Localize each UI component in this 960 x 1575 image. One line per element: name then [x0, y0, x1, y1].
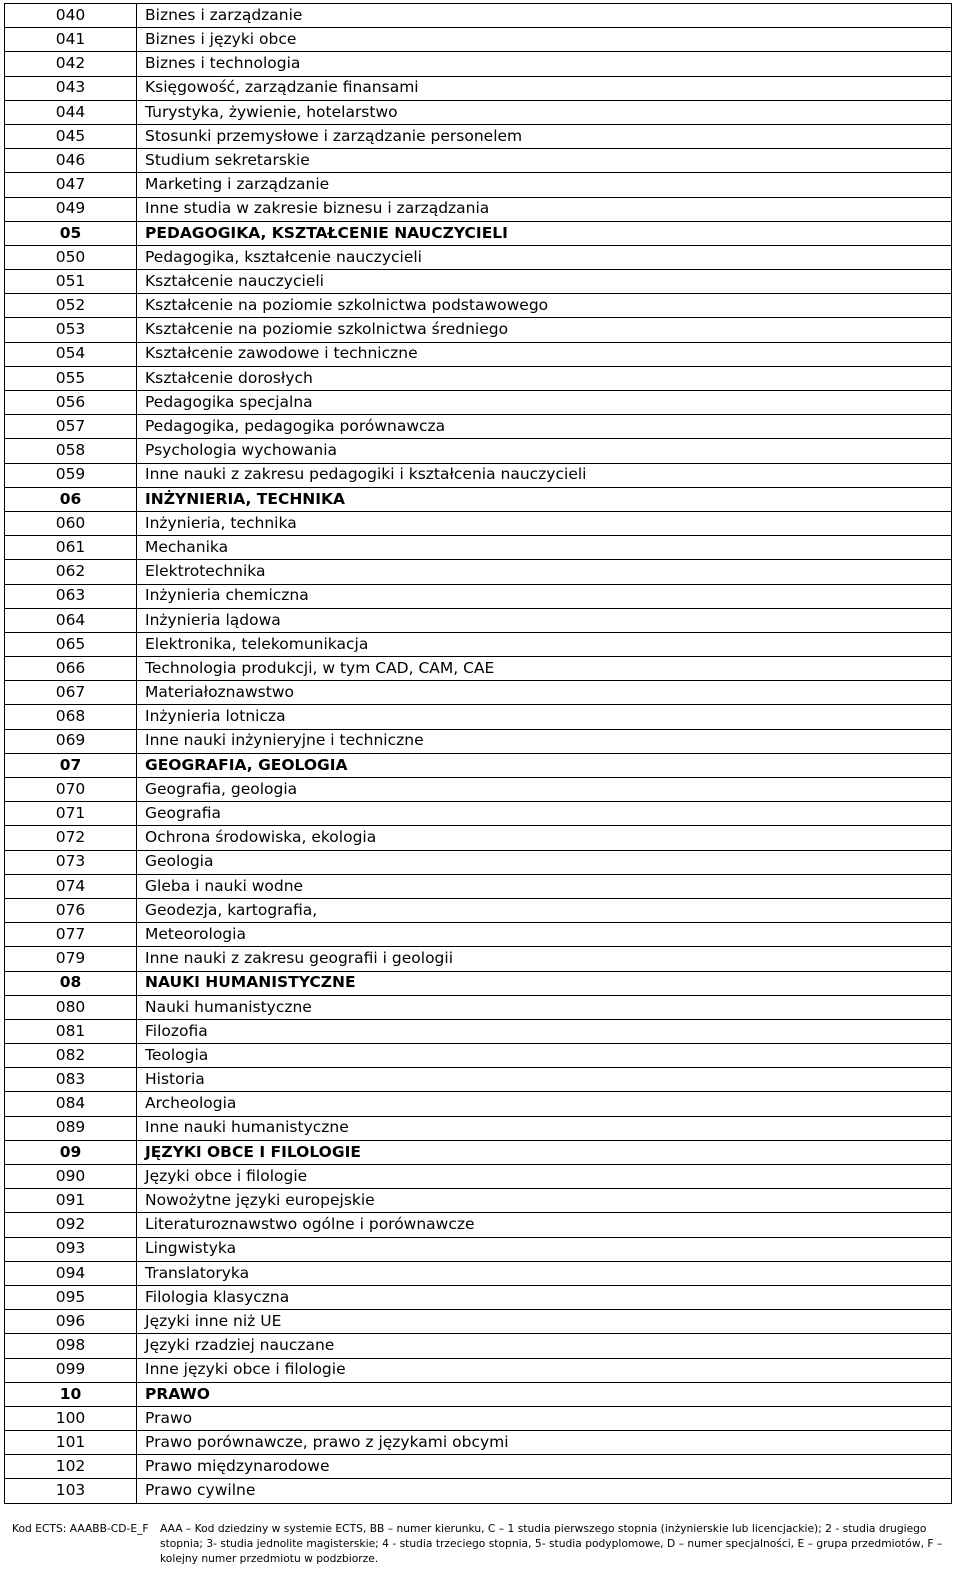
- field-name: Pedagogika specjalna: [137, 391, 952, 415]
- field-name: JĘZYKI OBCE I FILOLOGIE: [137, 1140, 952, 1164]
- table-row: [5, 778, 952, 802]
- field-name: Prawo porównawcze, prawo z językami obcymi: [137, 1431, 952, 1455]
- codes-table-body: [5, 4, 952, 1504]
- table-row: [5, 1455, 952, 1479]
- field-code: 055: [5, 366, 137, 390]
- field-name: Gleba i nauki wodne: [137, 874, 952, 898]
- table-row-section: [5, 221, 952, 245]
- table-row: [5, 632, 952, 656]
- field-name: Księgowość, zarządzanie finansami: [137, 76, 952, 100]
- field-code: 064: [5, 608, 137, 632]
- field-code: 044: [5, 100, 137, 124]
- field-code: 099: [5, 1358, 137, 1382]
- field-name: Prawo: [137, 1406, 952, 1430]
- field-code: 092: [5, 1213, 137, 1237]
- field-name: Studium sekretarskie: [137, 149, 952, 173]
- field-code: 101: [5, 1431, 137, 1455]
- field-name: Technologia produkcji, w tym CAD, CAM, CAE: [137, 657, 952, 681]
- table-row: [5, 947, 952, 971]
- field-code: 09: [5, 1140, 137, 1164]
- field-code: 040: [5, 4, 137, 28]
- table-row: [5, 511, 952, 535]
- field-name: Inne języki obce i filologie: [137, 1358, 952, 1382]
- field-code: 093: [5, 1237, 137, 1261]
- table-row-section: [5, 487, 952, 511]
- table-row: [5, 1406, 952, 1430]
- field-code: 069: [5, 729, 137, 753]
- field-code: 054: [5, 342, 137, 366]
- table-row: [5, 850, 952, 874]
- field-name: Kształcenie dorosłych: [137, 366, 952, 390]
- field-code: 091: [5, 1189, 137, 1213]
- field-codes-table: [4, 3, 952, 1504]
- field-code: 098: [5, 1334, 137, 1358]
- field-code: 103: [5, 1479, 137, 1503]
- table-row: [5, 560, 952, 584]
- field-name: PRAWO: [137, 1382, 952, 1406]
- table-row: [5, 270, 952, 294]
- field-code: 062: [5, 560, 137, 584]
- field-code: 08: [5, 971, 137, 995]
- field-code: 057: [5, 415, 137, 439]
- field-code: 058: [5, 439, 137, 463]
- field-name: Filozofia: [137, 1019, 952, 1043]
- table-row: [5, 802, 952, 826]
- field-code: 042: [5, 52, 137, 76]
- table-row: [5, 149, 952, 173]
- field-name: Biznes i zarządzanie: [137, 4, 952, 28]
- field-code: 05: [5, 221, 137, 245]
- field-code: 072: [5, 826, 137, 850]
- field-name: Elektronika, telekomunikacja: [137, 632, 952, 656]
- field-code: 043: [5, 76, 137, 100]
- field-code: 07: [5, 753, 137, 777]
- field-code: 063: [5, 584, 137, 608]
- table-row: [5, 995, 952, 1019]
- field-name: Inne studia w zakresie biznesu i zarządzania: [137, 197, 952, 221]
- field-name: Pedagogika, kształcenie nauczycieli: [137, 245, 952, 269]
- field-name: Inżynieria, technika: [137, 511, 952, 535]
- table-row-section: [5, 753, 952, 777]
- field-name: NAUKI HUMANISTYCZNE: [137, 971, 952, 995]
- table-row: [5, 173, 952, 197]
- field-name: Elektrotechnika: [137, 560, 952, 584]
- field-code: 10: [5, 1382, 137, 1406]
- field-code: 046: [5, 149, 137, 173]
- table-row: [5, 52, 952, 76]
- table-row: [5, 584, 952, 608]
- field-name: GEOGRAFIA, GEOLOGIA: [137, 753, 952, 777]
- field-name: Geografia: [137, 802, 952, 826]
- table-row: [5, 342, 952, 366]
- table-row: [5, 415, 952, 439]
- field-name: Kształcenie nauczycieli: [137, 270, 952, 294]
- table-row: [5, 657, 952, 681]
- table-row: [5, 705, 952, 729]
- field-name: Filologia klasyczna: [137, 1285, 952, 1309]
- field-code: 050: [5, 245, 137, 269]
- field-name: Mechanika: [137, 536, 952, 560]
- field-name: Pedagogika, pedagogika porównawcza: [137, 415, 952, 439]
- table-row: [5, 439, 952, 463]
- field-code: 079: [5, 947, 137, 971]
- field-code: 090: [5, 1165, 137, 1189]
- ects-code-format: Kod ECTS: AAABB-CD-E_F: [12, 1522, 149, 1535]
- field-code: 06: [5, 487, 137, 511]
- table-row: [5, 1334, 952, 1358]
- table-row: [5, 318, 952, 342]
- field-name: Prawo międzynarodowe: [137, 1455, 952, 1479]
- table-row: [5, 124, 952, 148]
- table-row: [5, 1358, 952, 1382]
- field-name: Nowożytne języki europejskie: [137, 1189, 952, 1213]
- field-code: 059: [5, 463, 137, 487]
- field-code: 100: [5, 1406, 137, 1430]
- table-row: [5, 898, 952, 922]
- field-name: Geologia: [137, 850, 952, 874]
- field-name: Archeologia: [137, 1092, 952, 1116]
- table-row-section: [5, 1140, 952, 1164]
- field-name: Inżynieria lotnicza: [137, 705, 952, 729]
- field-code: 070: [5, 778, 137, 802]
- table-row: [5, 1068, 952, 1092]
- table-row: [5, 874, 952, 898]
- field-code: 083: [5, 1068, 137, 1092]
- field-code: 047: [5, 173, 137, 197]
- table-row: [5, 391, 952, 415]
- table-row: [5, 1479, 952, 1503]
- field-code: 049: [5, 197, 137, 221]
- table-row: [5, 197, 952, 221]
- field-code: 053: [5, 318, 137, 342]
- table-row: [5, 366, 952, 390]
- table-row: [5, 729, 952, 753]
- field-code: 089: [5, 1116, 137, 1140]
- field-code: 073: [5, 850, 137, 874]
- field-code: 095: [5, 1285, 137, 1309]
- field-code: 081: [5, 1019, 137, 1043]
- field-name: Kształcenie na poziomie szkolnictwa średniego: [137, 318, 952, 342]
- table-row: [5, 1092, 952, 1116]
- field-name: Geografia, geologia: [137, 778, 952, 802]
- field-name: Meteorologia: [137, 923, 952, 947]
- field-name: Ochrona środowiska, ekologia: [137, 826, 952, 850]
- table-row: [5, 1285, 952, 1309]
- field-name: Inne nauki inżynieryjne i techniczne: [137, 729, 952, 753]
- field-code: 094: [5, 1261, 137, 1285]
- table-row: [5, 1237, 952, 1261]
- field-code: 076: [5, 898, 137, 922]
- table-row: [5, 1116, 952, 1140]
- field-code: 082: [5, 1044, 137, 1068]
- field-name: Translatoryka: [137, 1261, 952, 1285]
- field-name: Kształcenie zawodowe i techniczne: [137, 342, 952, 366]
- table-row: [5, 826, 952, 850]
- field-name: Historia: [137, 1068, 952, 1092]
- field-name: Geodezja, kartografia,: [137, 898, 952, 922]
- table-row: [5, 100, 952, 124]
- field-name: Materiałoznawstwo: [137, 681, 952, 705]
- field-name: Psychologia wychowania: [137, 439, 952, 463]
- field-name: Języki rzadziej nauczane: [137, 1334, 952, 1358]
- table-row: [5, 1044, 952, 1068]
- field-name: PEDAGOGIKA, KSZTAŁCENIE NAUCZYCIELI: [137, 221, 952, 245]
- field-name: Stosunki przemysłowe i zarządzanie personelem: [137, 124, 952, 148]
- field-code: 041: [5, 28, 137, 52]
- field-name: Teologia: [137, 1044, 952, 1068]
- field-code: 080: [5, 995, 137, 1019]
- field-code: 061: [5, 536, 137, 560]
- table-row: [5, 1261, 952, 1285]
- field-code: 060: [5, 511, 137, 535]
- table-row-section: [5, 971, 952, 995]
- field-name: Inne nauki humanistyczne: [137, 1116, 952, 1140]
- table-row: [5, 463, 952, 487]
- field-name: Marketing i zarządzanie: [137, 173, 952, 197]
- field-code: 051: [5, 270, 137, 294]
- field-code: 045: [5, 124, 137, 148]
- field-code: 065: [5, 632, 137, 656]
- table-row: [5, 28, 952, 52]
- field-code: 056: [5, 391, 137, 415]
- field-code: 071: [5, 802, 137, 826]
- field-name: Języki obce i filologie: [137, 1165, 952, 1189]
- field-code: 066: [5, 657, 137, 681]
- table-row: [5, 608, 952, 632]
- field-name: Inżynieria chemiczna: [137, 584, 952, 608]
- field-code: 068: [5, 705, 137, 729]
- field-code: 067: [5, 681, 137, 705]
- table-row: [5, 294, 952, 318]
- field-name: Literaturoznawstwo ogólne i porównawcze: [137, 1213, 952, 1237]
- field-name: Nauki humanistyczne: [137, 995, 952, 1019]
- field-name: Lingwistyka: [137, 1237, 952, 1261]
- table-row-section: [5, 1382, 952, 1406]
- field-code: 052: [5, 294, 137, 318]
- field-name: Inne nauki z zakresu geografii i geologii: [137, 947, 952, 971]
- table-row: [5, 1019, 952, 1043]
- field-code: 084: [5, 1092, 137, 1116]
- table-row: [5, 1310, 952, 1334]
- field-name: Języki inne niż UE: [137, 1310, 952, 1334]
- field-code: 074: [5, 874, 137, 898]
- table-row: [5, 245, 952, 269]
- field-code: 102: [5, 1455, 137, 1479]
- field-name: Biznes i języki obce: [137, 28, 952, 52]
- table-row: [5, 1165, 952, 1189]
- table-row: [5, 76, 952, 100]
- field-name: Prawo cywilne: [137, 1479, 952, 1503]
- field-name: Biznes i technologia: [137, 52, 952, 76]
- table-row: [5, 1213, 952, 1237]
- table-row: [5, 4, 952, 28]
- table-row: [5, 536, 952, 560]
- field-code: 096: [5, 1310, 137, 1334]
- field-name: Kształcenie na poziomie szkolnictwa podstawowego: [137, 294, 952, 318]
- field-name: Inne nauki z zakresu pedagogiki i kształcenia nauczycieli: [137, 463, 952, 487]
- field-name: Turystyka, żywienie, hotelarstwo: [137, 100, 952, 124]
- table-row: [5, 1431, 952, 1455]
- table-row: [5, 923, 952, 947]
- ects-code-explanation: AAA – Kod dziedziny w systemie ECTS, BB – numer kierunku, C – 1 studia pierwszego stopnia (inżynierskie lub licencjackie); 2 - studia drugiego stopnia; 3- studia jednolite magisterskie; 4 - studia trzeciego stopnia, 5- studia podyplomowe, D – numer specjalności, E – grupa przedmiotów, F – kolejny numer przedmiotu w podzbiorze.: [160, 1522, 943, 1565]
- table-row: [5, 1189, 952, 1213]
- field-name: INŻYNIERIA, TECHNIKA: [137, 487, 952, 511]
- field-code: 077: [5, 923, 137, 947]
- table-row: [5, 681, 952, 705]
- field-name: Inżynieria lądowa: [137, 608, 952, 632]
